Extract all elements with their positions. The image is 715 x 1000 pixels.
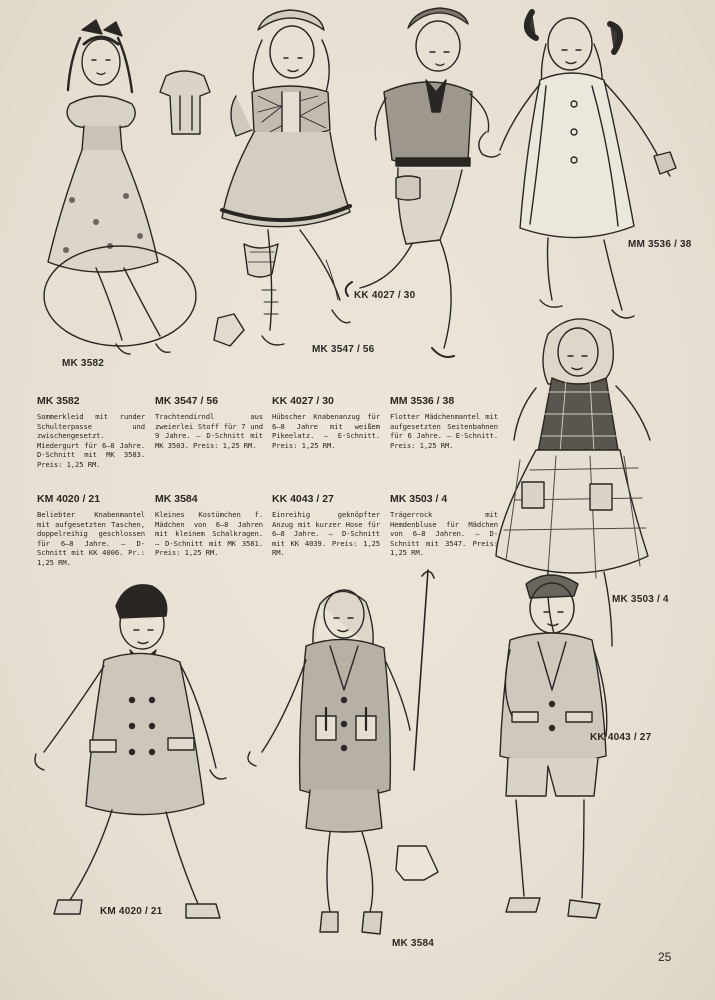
- description-code: KK 4043 / 27: [272, 493, 334, 505]
- description-mk3503: [390, 493, 498, 558]
- description-text: Kleines Kostümchen f. Mädchen von 6—8 Jahren mit kleinem Schalkragen. — D-Schnitt mit MK 3581. Preis: 1,25 RM.: [155, 510, 263, 558]
- description-mk3547: [155, 395, 263, 450]
- description-text: Hübscher Knabenanzug für 6—8 Jahre mit weißem Pikeelatz. — E-Schnitt. Preis: 1,25 RM.: [272, 412, 380, 450]
- description-mk3582: [37, 395, 145, 470]
- figure-label-kk4027: KK 4027 / 30: [354, 290, 416, 301]
- description-mm3536: [390, 395, 498, 450]
- figure-label-mm3536: MM 3536 / 38: [628, 239, 692, 250]
- description-text: Flotter Mädchenmantel mit aufgesetzten Seitenbahnen für 6 Jahre. — E-Schnitt. Preis: 1,25 RM.: [390, 412, 498, 450]
- description-km4020: [37, 493, 145, 568]
- boy-single-breasted-suit-icon: [500, 575, 607, 918]
- description-text: Trachtendirndl aus zweierlei Stoff für 7 und 9 Jahre. — D-Schnitt mit MK 3503. Preis: 1,25 RM.: [155, 412, 263, 450]
- description-mk3584: [155, 493, 263, 558]
- girl-dirndl-basket-icon: [214, 10, 350, 346]
- description-code: MK 3547 / 56: [155, 395, 219, 407]
- description-kk4027: [272, 395, 380, 450]
- description-code: MK 3503 / 4: [390, 493, 448, 505]
- boy-suit-running-icon: [346, 8, 489, 357]
- girl-summer-dress-hoop-icon: [44, 20, 210, 354]
- figure-label-mk3584: MK 3584: [392, 938, 434, 949]
- description-code: KM 4020 / 21: [37, 493, 101, 505]
- description-text: Trägerrock mit Hemdenbluse für Mädchen von 6—8 Jahren. — D-Schnitt mit 3547. Preis: 1,25 RM.: [390, 510, 498, 558]
- figure-label-mk3582: MK 3582: [62, 358, 104, 369]
- description-text: Einreihig geknöpfter Anzug mit kurzer Hose für 6—8 Jahre. — D-Schnitt mit KK 4039. Preis: 1,25 RM.: [272, 510, 380, 558]
- description-code: MK 3582: [37, 395, 80, 407]
- figure-label-kk4043: KK 4043 / 27: [590, 732, 652, 743]
- page-number: 25: [658, 950, 672, 964]
- boy-double-breasted-coat-icon: [35, 585, 226, 918]
- description-code: KK 4027 / 30: [272, 395, 334, 407]
- figure-label-mk3503: MK 3503 / 4: [612, 594, 669, 605]
- description-code: MK 3584: [155, 493, 198, 505]
- description-kk4043: [272, 493, 380, 558]
- description-code: MM 3536 / 38: [390, 395, 455, 407]
- girl-costume-jacket-icon: [248, 570, 438, 934]
- girl-coat-icon: [479, 12, 676, 318]
- description-text: Sommerkleid mit runder Schulterpasse und zwischengesetzt. Miedergurt für 6—8 Jahre. D-Schnitt mit MK 3583. Preis: 1,25 RM.: [37, 412, 145, 469]
- figure-label-mk3547: MK 3547 / 56: [312, 344, 375, 355]
- description-text: Beliebter Knabenmantel mit aufgesetzten Taschen, doppelreihig geschlossen für 6—8 Jahre. — D-Schnitt mit KK 4006. Pr.: 1,25 RM.: [37, 510, 145, 567]
- figure-label-km4020: KM 4020 / 21: [100, 906, 163, 917]
